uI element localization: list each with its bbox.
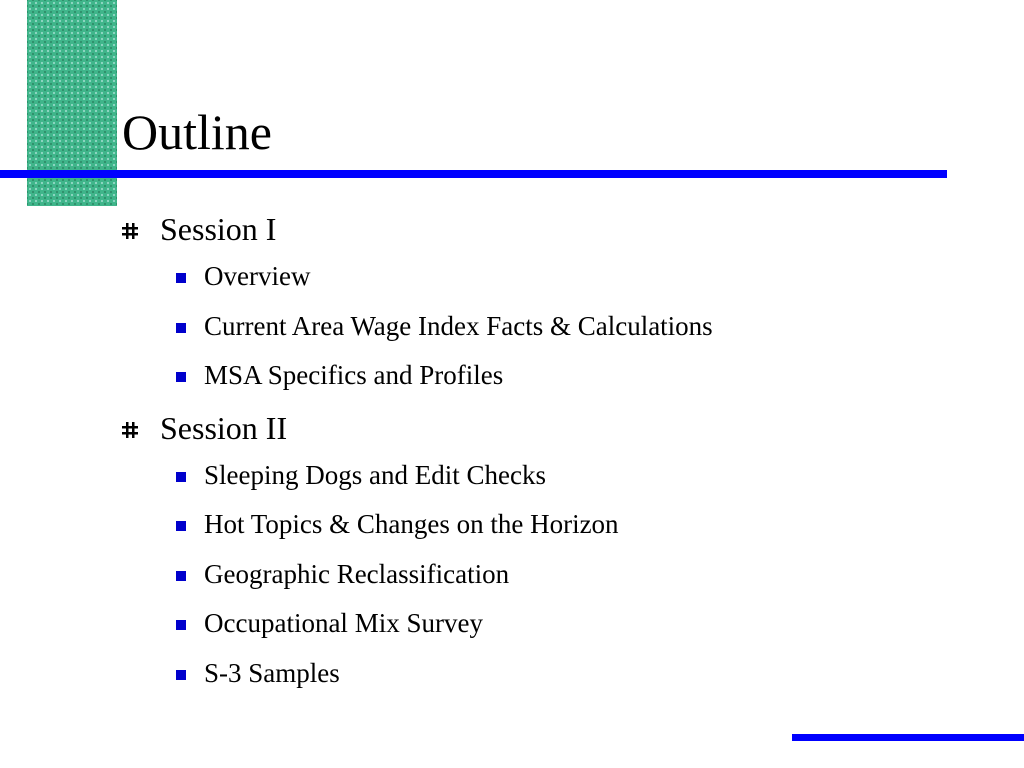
square-bullet-icon [176, 472, 186, 482]
square-bullet-icon [176, 323, 186, 333]
list-item-label: Sleeping Dogs and Edit Checks [204, 459, 546, 490]
list-item [122, 351, 1002, 401]
square-bullet-icon [176, 521, 186, 531]
square-bullet-icon [176, 571, 186, 581]
list-item-label: MSA Specifics and Profiles [204, 360, 504, 390]
square-bullet-icon [176, 620, 186, 630]
title-underline-rule [0, 170, 947, 178]
slide-title: Outline [122, 104, 272, 160]
outline-list [122, 206, 1002, 702]
list-item-label: S-3 Samples [204, 657, 340, 688]
square-bullet-icon [176, 273, 186, 283]
bottom-accent-rule [792, 734, 1024, 741]
list-item-label: Occupational Mix Survey [204, 608, 483, 638]
section-label: Session I [160, 211, 277, 247]
square-bullet-icon [176, 372, 186, 382]
list-item-label: Geographic Reclassification [204, 558, 510, 589]
list-item [122, 500, 1002, 550]
hash-bullet-icon [122, 422, 138, 438]
list-item [122, 599, 1002, 649]
list-item [122, 649, 1002, 699]
section-session-1-items [122, 252, 1002, 401]
hash-bullet-icon [122, 223, 138, 239]
list-item [122, 550, 1002, 600]
section-session-2 [122, 405, 1002, 451]
list-item [122, 252, 1002, 302]
list-item-label: Current Area Wage Index Facts & Calculations [204, 310, 713, 341]
section-session-1 [122, 206, 1002, 252]
list-item [122, 451, 1002, 501]
list-item [122, 302, 1002, 352]
list-item-label: Overview [204, 261, 311, 291]
list-item-label: Hot Topics & Changes on the Horizon [204, 509, 619, 539]
section-label: Session II [160, 409, 288, 446]
square-bullet-icon [176, 670, 186, 680]
section-session-2-items [122, 451, 1002, 699]
